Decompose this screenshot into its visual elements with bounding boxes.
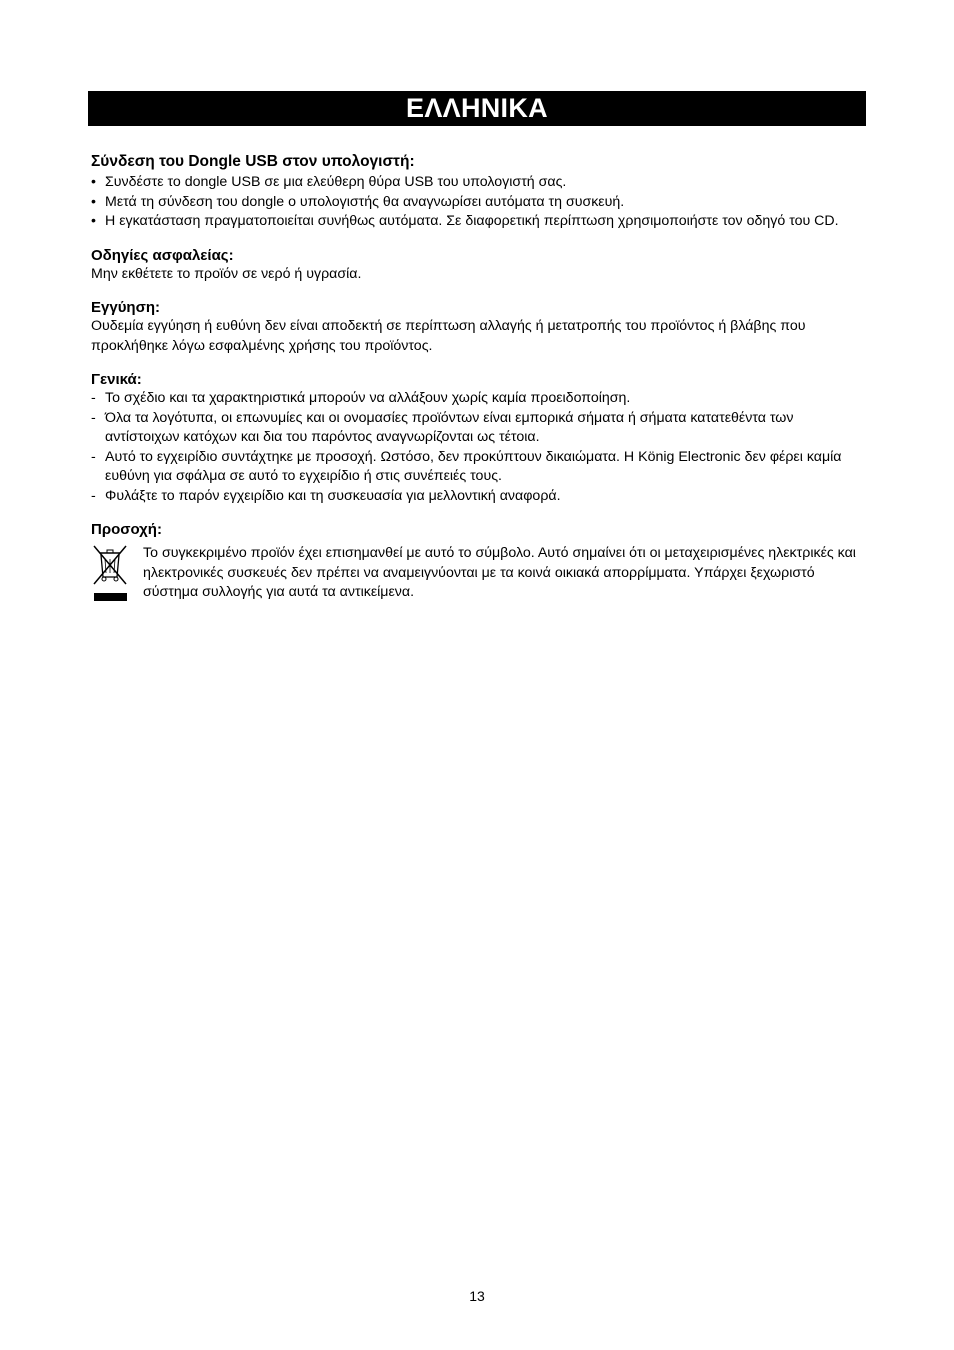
section-heading-safety: Οδηγίες ασφαλείας: <box>91 246 234 264</box>
section-safety <box>91 246 866 285</box>
caution-row <box>91 544 866 606</box>
list-item-text: Μετά τη σύνδεση του dongle ο υπολογιστής θα αναγνωρίσει αυτόματα τη συσκευή. <box>105 193 625 210</box>
general-notes-list <box>91 389 866 506</box>
bullet-marker: • <box>91 174 96 190</box>
list-item-text: Αυτό το εγχειρίδιο συντάχτηκε με προσοχή. Ωστόσο, δεν προκύπτουν δικαιώματα. Η König Electronic δεν φέρει καμία ευθύνη για σφάλμα σε αυτό το εγχειρίδιο ή στις συνέπειές τους. <box>105 448 842 484</box>
weee-crossed-bin-icon <box>91 544 129 604</box>
usb-steps-list <box>91 173 866 232</box>
section-heading-usb: Σύνδεση του Dongle USB στον υπολογιστή: <box>91 153 415 170</box>
list-item <box>91 409 866 448</box>
list-item <box>91 173 866 193</box>
list-item-text: Το σχέδιο και τα χαρακτηριστικά μπορούν να αλλάξουν χωρίς καμία προειδοποίηση. <box>105 390 631 406</box>
section-heading-warranty: Εγγύηση: <box>91 299 161 316</box>
section-caution <box>91 520 866 606</box>
safety-text: Μην εκθέτετε το προϊόν σε νερό ή υγρασία. <box>91 265 362 282</box>
dash-marker: - <box>91 448 96 465</box>
list-item-text: Φυλάξτε το παρόν εγχειρίδιο και τη συσκευασία για μελλοντική αναφορά. <box>105 487 561 504</box>
list-item <box>91 389 866 409</box>
list-item-text: Συνδέστε το dongle USB σε μια ελεύθερη θύρα USB του υπολογιστή σας. <box>105 174 567 190</box>
list-item <box>91 487 866 507</box>
section-usb-connection <box>91 152 866 232</box>
caution-text: Το συγκεκριμένο προϊόν έχει επισημανθεί με αυτό το σύμβολο. Αυτό σημαίνει ότι οι μεταχειρισμένες ηλεκτρικές και ηλεκτρονικές συσκευές δεν πρέπει να αναμειγνύονται με τα κοινά οικιακά απορρίμματα. Υπάρχει ξεχωριστό σύστημα συλλογής για αυτά τα αντικείμενα. <box>143 545 856 600</box>
dash-marker: - <box>91 390 96 406</box>
dash-marker: - <box>91 409 96 426</box>
section-heading-general: Γενικά: <box>91 371 142 388</box>
page-title: ΕΛΛΗΝΙΚΑ <box>88 91 866 126</box>
bullet-marker: • <box>91 193 96 210</box>
bullet-marker: • <box>91 213 96 229</box>
list-item-text: Η εγκατάσταση πραγματοποιείται συνήθως αυτόματα. Σε διαφορετική περίπτωση χρησιμοποιήστε τον οδηγό του CD. <box>105 213 839 229</box>
list-item <box>91 448 866 487</box>
section-general <box>91 370 866 506</box>
section-heading-caution: Προσοχή: <box>91 521 162 538</box>
list-item <box>91 193 866 213</box>
section-warranty <box>91 298 866 356</box>
warranty-text: Ουδεμία εγγύηση ή ευθύνη δεν είναι αποδεκτή σε περίπτωση αλλαγής ή μετατροπής του προϊόντος ή βλάβης που προκλήθηκε λόγω εσφαλμένης χρήσης του προϊόντος. <box>91 318 806 354</box>
list-item-text: Όλα τα λογότυπα, οι επωνυμίες και οι ονομασίες προϊόντων είναι εμπορικά σήματα ή σήματα κατατεθέντα των αντίστοιχων κατόχων και δια του παρόντος αναγνωρίζονται ως τέτοια. <box>105 409 794 445</box>
page-number: 13 <box>469 1288 485 1304</box>
document-body <box>91 152 866 620</box>
list-item <box>91 212 866 232</box>
dash-marker: - <box>91 487 96 504</box>
